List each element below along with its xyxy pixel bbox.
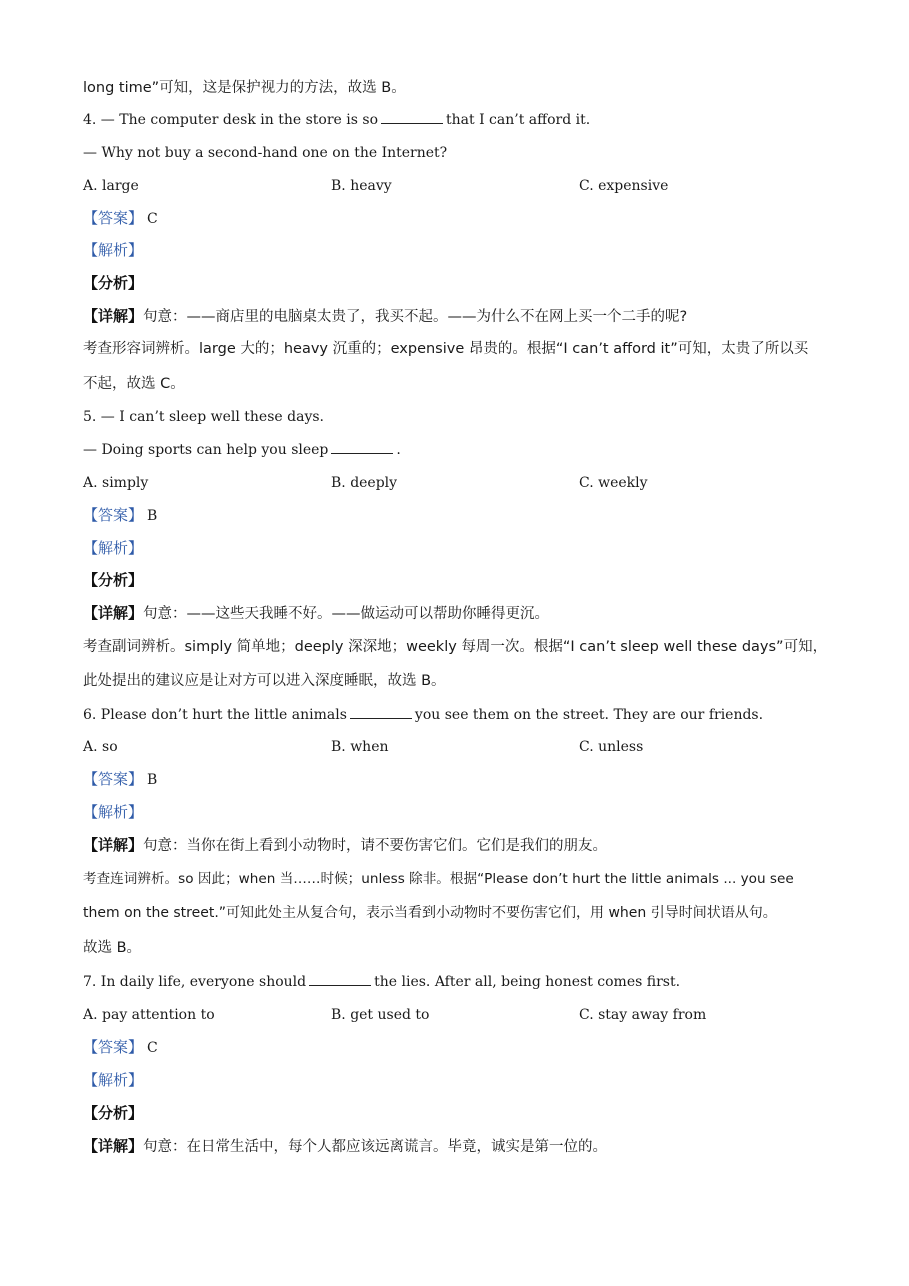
q5-option-b: B. deeply: [331, 475, 398, 491]
detail-text: 句意：当你在街上看到小动物时，请不要伤害它们。它们是我们的朋友。: [143, 838, 608, 854]
analysis-tag: 【解析】: [83, 539, 144, 557]
detail-text: 句意：在日常生活中，每个人都应该远离谎言。毕竟，诚实是第一位的。: [143, 1139, 608, 1155]
q7-detail: [83, 1136, 607, 1157]
detail-text: 句意：——这些天我睡不好。——做运动可以帮助你睡得更沉。: [143, 606, 550, 622]
q4-text-b: that I can’t afford it.: [446, 112, 591, 128]
q7-analysis-tag: [83, 1070, 143, 1091]
q4-option-c: C. expensive: [579, 178, 669, 194]
detail-tag: 【详解】: [83, 836, 144, 854]
answer-value: B: [147, 772, 158, 788]
q7-text-b: the lies. After all, being honest comes first.: [374, 974, 681, 990]
question-7-stem: [83, 972, 680, 992]
q4-explanation-1: 考查形容词辨析。large 大的；heavy 沉重的；expensive 昂贵的。根据“I can’t afford it”可知，太贵了所以买: [83, 341, 809, 357]
q5-fenxi-tag: [83, 570, 143, 591]
q6-option-c: C. unless: [579, 739, 644, 755]
answer-blank: [331, 440, 393, 454]
q7-option-b: B. get used to: [331, 1007, 430, 1023]
q6-explanation-2: them on the street.”可知此处主从复合句，表示当看到小动物时不要伤害它们，用 when 引导时间状语从句。: [83, 905, 777, 921]
q6-text-b: you see them on the street. They are our friends.: [414, 707, 764, 723]
fenxi-tag: 【分析】: [83, 1104, 144, 1122]
detail-tag: 【详解】: [83, 1137, 144, 1155]
q5-text-b: — Doing sports can help you sleep: [83, 442, 329, 458]
analysis-tag: 【解析】: [83, 241, 144, 259]
q6-explanation-3: 故选 B。: [83, 940, 142, 956]
q5-option-a: A. simply: [83, 475, 149, 491]
q4-text-a: 4. — The computer desk in the store is so: [83, 112, 379, 128]
fenxi-tag: 【分析】: [83, 571, 144, 589]
q7-text-a: 7. In daily life, everyone should: [83, 974, 307, 990]
answer-tag: 【答案】: [83, 770, 144, 788]
question-4-stem: [83, 110, 590, 130]
answer-blank: [381, 110, 443, 124]
q7-answer: [83, 1037, 158, 1058]
q7-option-a: A. pay attention to: [83, 1007, 215, 1023]
answer-value: C: [147, 1040, 158, 1056]
question-5-reply: [83, 440, 401, 460]
q5-option-c: C. weekly: [579, 475, 648, 491]
answer-blank: [309, 972, 371, 986]
q5-detail: [83, 603, 549, 624]
q5-explanation-2: 此处提出的建议应是让对方可以进入深度睡眠，故选 B。: [83, 673, 446, 689]
analysis-tag: 【解析】: [83, 803, 144, 821]
detail-tag: 【详解】: [83, 604, 144, 622]
q7-option-c: C. stay away from: [579, 1007, 707, 1023]
q4-analysis-tag: [83, 240, 143, 261]
answer-value: B: [147, 508, 158, 524]
answer-tag: 【答案】: [83, 209, 144, 227]
q5-explanation-1: 考查副词辨析。simply 简单地；deeply 深深地；weekly 每周一次。根据“I can’t sleep well these days”可知，: [83, 639, 828, 655]
q6-option-a: A. so: [83, 739, 118, 755]
q7-fenxi-tag: [83, 1103, 143, 1124]
analysis-tag: 【解析】: [83, 1071, 144, 1089]
q4-option-b: B. heavy: [331, 178, 392, 194]
q6-detail: [83, 835, 607, 856]
detail-text: 句意：——商店里的电脑桌太贵了，我买不起。——为什么不在网上买一个二手的呢?: [143, 309, 688, 325]
question-6-stem: [83, 705, 763, 725]
q6-explanation-1: 考查连词辨析。so 因此；when 当……时候；unless 除非。根据“Please don’t hurt the little animals ... you see: [83, 871, 794, 887]
q4-detail: [83, 306, 687, 327]
text-line: long time”可知，这是保护视力的方法，故选 B。: [83, 80, 406, 96]
q6-analysis-tag: [83, 802, 143, 823]
q5-analysis-tag: [83, 538, 143, 559]
q4-fenxi-tag: [83, 273, 143, 294]
answer-value: C: [147, 211, 158, 227]
q6-option-b: B. when: [331, 739, 389, 755]
answer-tag: 【答案】: [83, 1038, 144, 1056]
q4-option-a: A. large: [83, 178, 139, 194]
answer-blank: [350, 705, 412, 719]
q5-text-end: .: [396, 442, 401, 458]
fenxi-tag: 【分析】: [83, 274, 144, 292]
q4-answer: [83, 208, 158, 229]
q6-text-a: 6. Please don’t hurt the little animals: [83, 707, 347, 723]
question-4-reply: — Why not buy a second-hand one on the Internet?: [83, 145, 448, 161]
answer-tag: 【答案】: [83, 506, 144, 524]
q6-answer: [83, 769, 157, 790]
q4-explanation-2: 不起，故选 C。: [83, 376, 185, 392]
q5-answer: [83, 505, 157, 526]
question-5-stem: 5. — I can’t sleep well these days.: [83, 409, 324, 425]
detail-tag: 【详解】: [83, 307, 144, 325]
